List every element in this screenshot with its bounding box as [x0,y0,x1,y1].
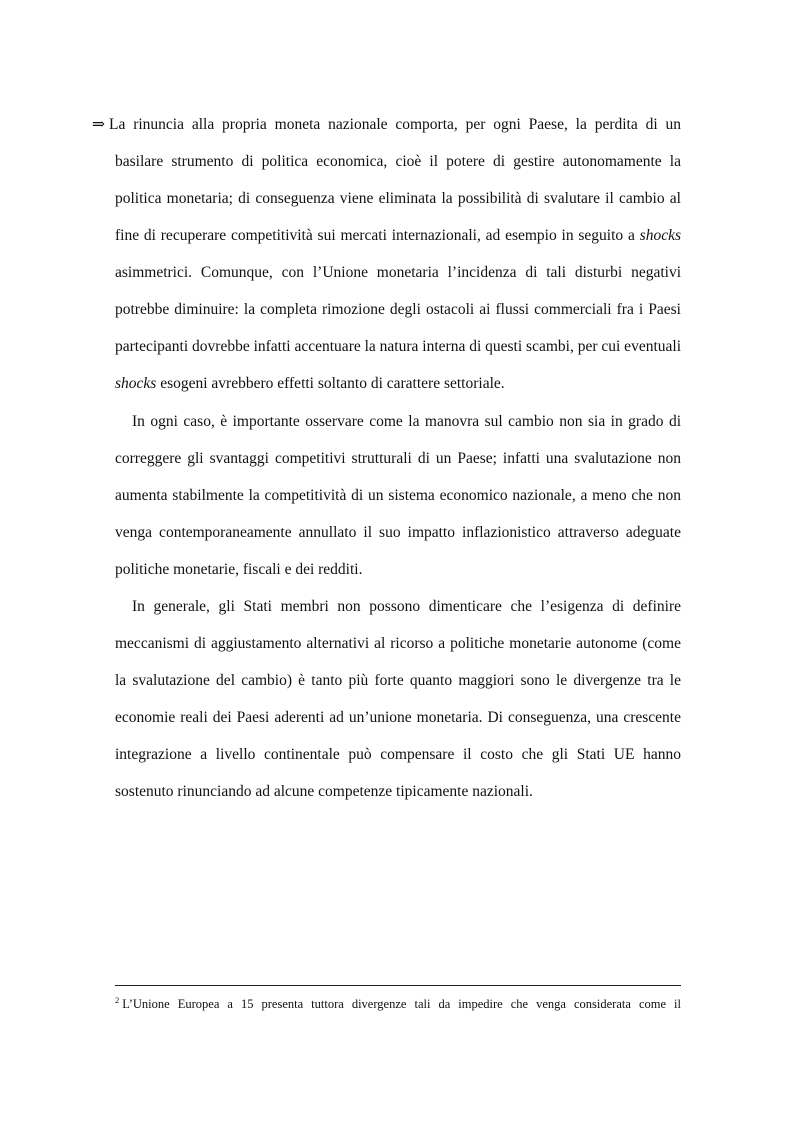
footnote [115,990,681,1014]
bullet-text-3: esogeni avrebbero effetti soltanto di carattere settoriale. [156,375,505,392]
bullet-text-2: asimmetrici. Comunque, con l’Unione monetaria l’incidenza di tali disturbi negativi potrebbe diminuire: la completa rimozione degli ostacoli ai flussi commerciali fra i Paesi partecipanti dovrebbe infatti accentuare la natura interna di questi scambi, per cui eventuali [115,264,681,355]
body-paragraph-2: In ogni caso, è importante osservare come la manovra sul cambio non sia in grado di correggere gli svantaggi competitivi strutturali di un Paese; infatti una svalutazione non aumenta stabilmente la competitività di un sistema economico nazionale, a meno che non venga contemporaneamente annullato il suo impatto inflazionistico attraverso adeguate politiche monetarie, fiscali e dei redditi. [115,413,681,578]
bullet-paragraph [109,106,681,402]
bullet-italic-shocks-1: shocks [639,227,681,244]
bullet-italic-shocks-2: shocks [115,375,157,392]
footnote-divider [115,985,681,986]
footnote-number: 2 [115,995,120,1005]
bullet-arrow-icon: ⇒ [92,116,105,133]
body-paragraph-3: In generale, gli Stati membri non possono dimenticare che l’esigenza di definire meccanismi di aggiustamento alternativi al ricorso a politiche monetarie autonome (come la svalutazione del cambio) è tanto più forte quanto maggiori sono le divergenze tra le economie reali dei Paesi aderenti ad un’unione monetaria. Di conseguenza, una crescente integrazione a livello continentale può compensare il costo che gli Stati UE hanno sostenuto rinunciando ad alcune competenze tipicamente nazionali. [115,598,681,800]
bullet-text-1: La rinuncia alla propria moneta nazionale comporta, per ogni Paese, la perdita di un basilare strumento di politica economica, cioè il potere di gestire autonomamente la politica monetaria; di conseguenza viene eliminata la possibilità di svalutare il cambio al fine di recuperare competitività sui mercati internazionali, ad esempio in seguito a [109,116,681,244]
footnote-text: L’Unione Europea a 15 presenta tuttora divergenze tali da impedire che venga considerata come il [122,997,681,1011]
